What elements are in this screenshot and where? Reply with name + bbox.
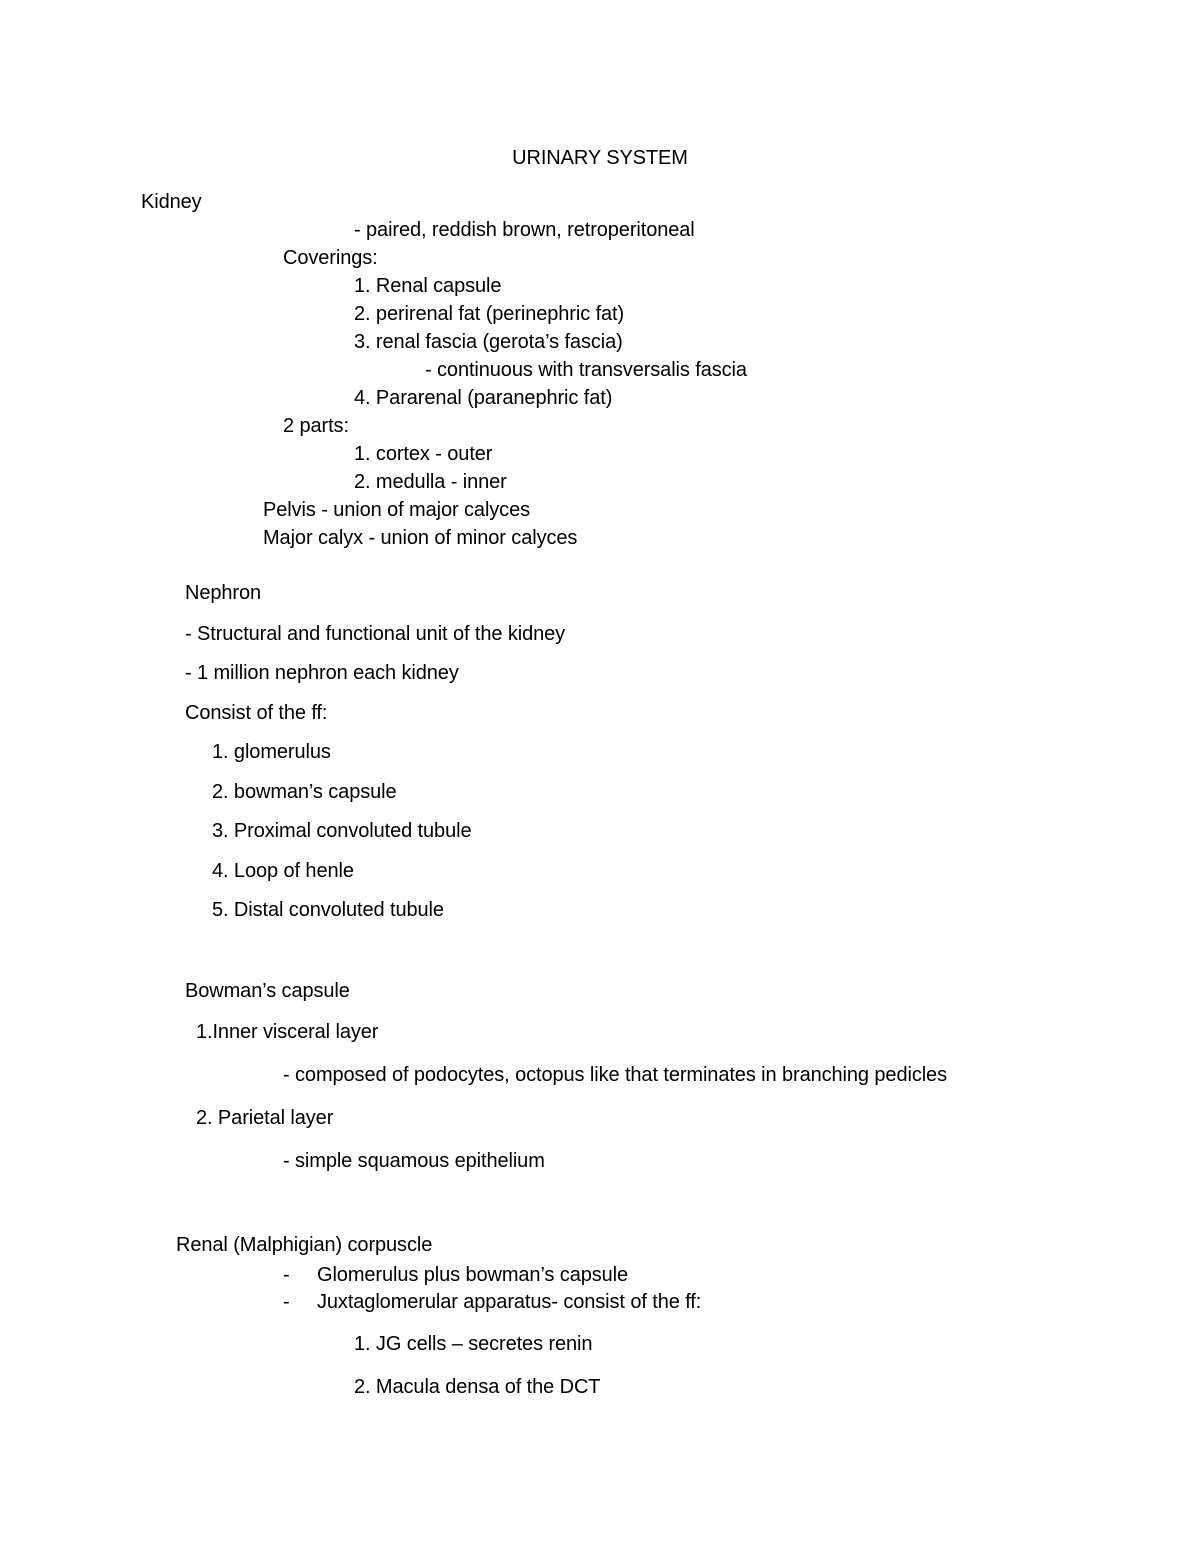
parts-label: 2 parts: — [283, 415, 349, 437]
page-title: URINARY SYSTEM — [512, 147, 688, 169]
bowman-heading: Bowman’s capsule — [185, 980, 350, 1002]
renal-bullet — [283, 1263, 628, 1287]
major-calyx-line: Major calyx - union of minor calyces — [263, 527, 578, 549]
renal-item: 2. Macula densa of the DCT — [354, 1376, 601, 1398]
nephron-line: - Structural and functional unit of the kidney — [185, 623, 566, 645]
part-item: 1. cortex - outer — [354, 443, 493, 465]
renal-heading: Renal (Malphigian) corpuscle — [176, 1234, 433, 1256]
renal-bullet — [283, 1290, 701, 1314]
part-item: 2. medulla - inner — [354, 471, 507, 493]
inner-layer: 1.Inner visceral layer — [196, 1021, 379, 1043]
parietal-layer: 2. Parietal layer — [196, 1107, 334, 1129]
nephron-item: 3. Proximal convoluted tubule — [212, 820, 472, 842]
covering-item: 3. renal fascia (gerota’s fascia) — [354, 331, 623, 353]
fascia-note: - continuous with transversalis fascia — [425, 359, 747, 381]
nephron-item: 2. bowman’s capsule — [212, 781, 397, 803]
renal-bullet-text: Glomerulus plus bowman’s capsule — [317, 1264, 629, 1286]
covering-item: 1. Renal capsule — [354, 275, 502, 297]
renal-item: 1. JG cells – secretes renin — [354, 1333, 593, 1355]
covering-item: 2. perirenal fat (perinephric fat) — [354, 303, 625, 325]
nephron-item: 5. Distal convoluted tubule — [212, 899, 444, 921]
bullet-dash: - — [283, 1264, 290, 1286]
renal-bullet-text: Juxtaglomerular apparatus- consist of the ff: — [317, 1291, 702, 1313]
coverings-label: Coverings: — [283, 247, 378, 269]
bullet-dash: - — [283, 1291, 290, 1313]
kidney-description: - paired, reddish brown, retroperitoneal — [354, 219, 695, 241]
inner-layer-desc: - composed of podocytes, octopus like that terminates in branching pedicles — [283, 1064, 947, 1086]
nephron-item: 1. glomerulus — [212, 741, 331, 763]
nephron-heading: Nephron — [185, 582, 262, 604]
nephron-consist: Consist of the ff: — [185, 702, 328, 724]
kidney-heading: Kidney — [141, 191, 202, 213]
pelvis-line: Pelvis - union of major calyces — [263, 499, 531, 521]
covering-item: 4. Pararenal (paranephric fat) — [354, 387, 613, 409]
nephron-item: 4. Loop of henle — [212, 860, 354, 882]
parietal-layer-desc: - simple squamous epithelium — [283, 1150, 545, 1172]
nephron-line: - 1 million nephron each kidney — [185, 662, 459, 684]
